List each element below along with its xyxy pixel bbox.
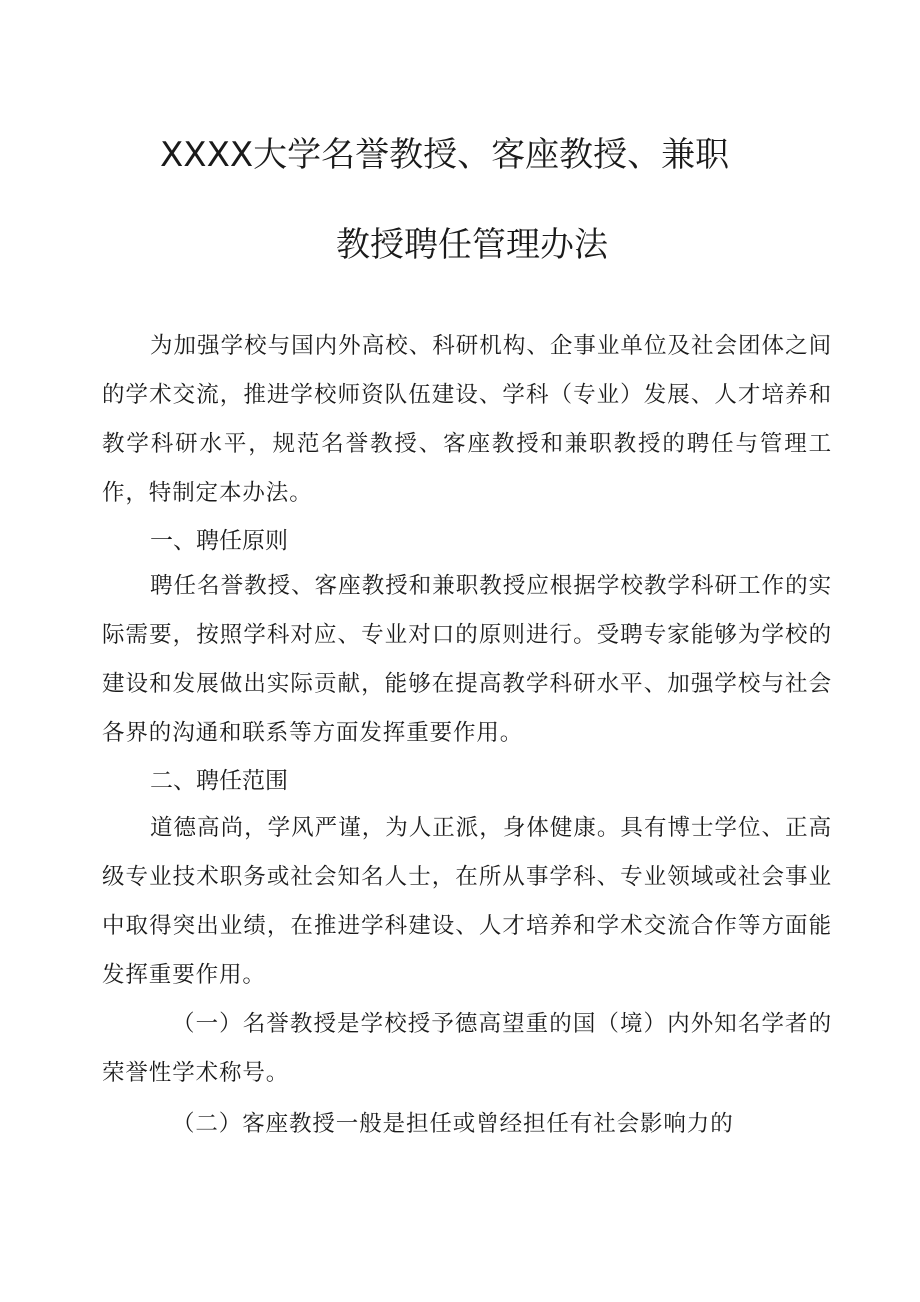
section-heading-principles: 一、聘任原则 (150, 528, 288, 554)
document-title-line-1: XXXX大学名誉教授、客座教授、兼职 (160, 135, 730, 175)
scope-item-honorary: （一）名誉教授是学校授予德高望重的国（境）内外知名学者的荣誉性学术称号。 (102, 1011, 832, 1086)
scope-item-visiting: （二）客座教授一般是担任或曾经担任有社会影响力的 (172, 1111, 734, 1137)
principles-paragraph: 聘任名誉教授、客座教授和兼职教授应根据学校教学科研工作的实际需要，按照学科对应、专业对口的原则进行。受聘专家能够为学校的建设和发展做出实际贡献，能够在提高教学科研水平、加强学校与社会各界的沟通和联系等方面发挥重要作用。 (102, 573, 832, 746)
intro-paragraph: 为加强学校与国内外高校、科研机构、企事业单位及社会团体之间的学术交流，推进学校师资队伍建设、学科（专业）发展、人才培养和教学科研水平，规范名誉教授、客座教授和兼职教授的聘任与管理工作，特制定本办法。 (102, 333, 832, 506)
document-title-line-2: 教授聘任管理办法 (336, 225, 608, 265)
section-heading-scope: 二、聘任范围 (150, 768, 288, 794)
scope-paragraph: 道德高尚，学风严谨，为人正派，身体健康。具有博士学位、正高级专业技术职务或社会知名人士，在所从事学科、专业领域或社会事业中取得突出业绩，在推进学科建设、人才培养和学术交流合作等方面能发挥重要作用。 (102, 815, 832, 988)
